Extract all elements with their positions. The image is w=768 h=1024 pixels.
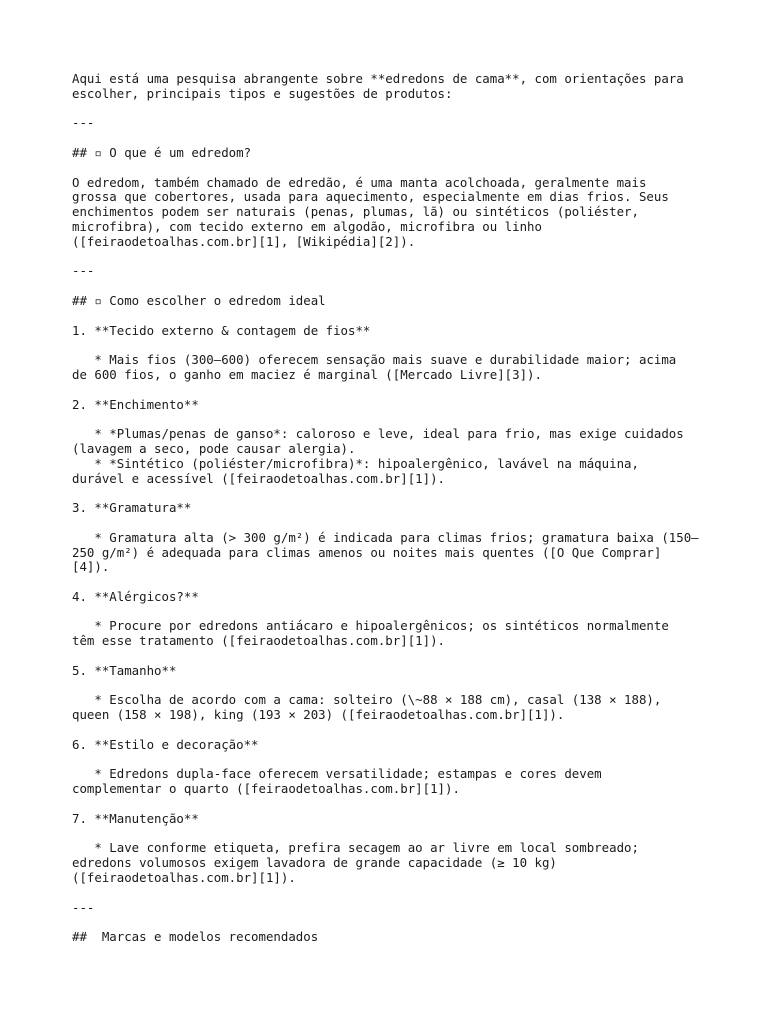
text-line: ## Marcas e modelos recomendados (72, 929, 319, 945)
text-line: têm esse tratamento ([feiraodetoalhas.com.br][1]). (72, 633, 445, 649)
text-line: 4. **Alérgicos?** (72, 588, 199, 604)
text-line: 6. **Estilo e decoração** (72, 736, 259, 752)
text-line: * *Plumas/penas de ganso*: caloroso e leve, ideal para frio, mas exige cuidados (72, 426, 684, 442)
text-line: microfibra), com tecido externo em algodão, microfibra ou linho (72, 218, 542, 234)
text-line: 5. **Tamanho** (72, 662, 177, 678)
text-line: edredons volumosos exigem lavadora de grande capacidade (≥ 10 kg) (72, 855, 557, 871)
text-line: grossa que cobertores, usada para aquecimento, especialmente em dias frios. Seus (72, 189, 669, 205)
blank-line (72, 649, 712, 664)
text-line: enchimentos podem ser naturais (penas, plumas, lã) ou sintéticos (poliéster, (72, 204, 639, 220)
text-line: * Lave conforme etiqueta, prefira secagem ao ar livre em local sombreado; (72, 840, 639, 856)
blank-line (72, 575, 712, 590)
text-line: --- (72, 899, 95, 915)
text-line: * Escolha de acordo com a cama: solteiro (\~88 × 188 cm), casal (138 × 188), (72, 692, 662, 708)
text-line: complementar o quarto ([feiraodetoalhas.com.br][1]). (72, 781, 460, 797)
text-line: --- (72, 263, 95, 279)
blank-line (72, 383, 712, 398)
text-line: ([feiraodetoalhas.com.br][1]). (72, 870, 296, 886)
text-line: 2. **Enchimento** (72, 396, 199, 412)
blank-line (72, 797, 712, 812)
blank-line (72, 309, 712, 324)
text-line: O edredom, também chamado de edredão, é uma manta acolchoada, geralmente mais (72, 174, 647, 190)
text-line: escolher, principais tipos e sugestões de produtos: (72, 85, 453, 101)
text-line: ## ▫ O que é um edredom? (72, 144, 252, 160)
text-line: de 600 fios, o ganho em maciez é marginal ([Mercado Livre][3]). (72, 366, 542, 382)
blank-line (72, 679, 712, 694)
blank-line (72, 412, 712, 427)
text-line: * *Sintético (poliéster/microfibra)*: hipoalergênico, lavável na máquina, (72, 455, 639, 471)
blank-line (72, 516, 712, 531)
text-line: ([feiraodetoalhas.com.br][1], [Wikipédia][2]). (72, 233, 416, 249)
blank-line (72, 915, 712, 930)
text-line: 250 g/m²) é adequada para climas amenos ou noites mais quentes ([O Que Comprar] (72, 544, 662, 560)
blank-line (72, 605, 712, 620)
text-line: (lavagem a seco, pode causar alergia). (72, 440, 356, 456)
text-line: 7. **Manutenção** (72, 810, 199, 826)
text-line: 1. **Tecido externo & contagem de fios** (72, 322, 371, 338)
text-line: * Edredons dupla-face oferecem versatilidade; estampas e cores devem (72, 766, 602, 782)
blank-line (72, 486, 712, 501)
blank-line (72, 250, 712, 265)
blank-line (72, 279, 712, 294)
text-line: durável e acessível ([feiraodetoalhas.com.br][1]). (72, 470, 445, 486)
text-line: 3. **Gramatura** (72, 500, 192, 516)
blank-line (72, 131, 712, 146)
blank-line (72, 886, 712, 901)
document-text (72, 72, 712, 945)
blank-line (72, 723, 712, 738)
blank-line (72, 102, 712, 117)
text-line: queen (158 × 198), king (193 × 203) ([feiraodetoalhas.com.br][1]). (72, 707, 565, 723)
text-line: --- (72, 115, 95, 131)
blank-line (72, 161, 712, 176)
blank-line (72, 827, 712, 842)
text-line: Aqui está uma pesquisa abrangente sobre **edredons de cama**, com orientações para (72, 71, 684, 86)
text-line: * Gramatura alta (> 300 g/m²) é indicada para climas frios; gramatura baixa (150– (72, 529, 699, 545)
text-line: [4]). (72, 559, 110, 575)
text-line: * Mais fios (300–600) oferecem sensação mais suave e durabilidade maior; acima (72, 352, 677, 368)
blank-line (72, 338, 712, 353)
blank-line (72, 753, 712, 768)
text-line: ## ▫ Como escolher o edredom ideal (72, 292, 326, 308)
text-line: * Procure por edredons antiácaro e hipoalergênicos; os sintéticos normalmente (72, 618, 669, 634)
